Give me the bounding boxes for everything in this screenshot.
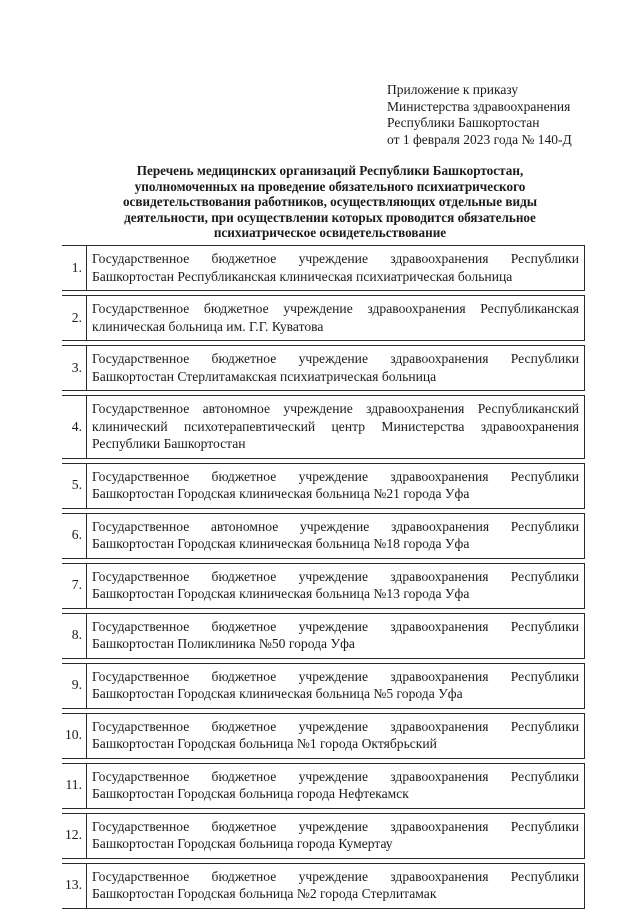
organization-name: Государственное бюджетное учреждение здравоохранения Республиканская клиническая больница им. Г.Г. Куватова xyxy=(87,296,585,341)
table-row xyxy=(62,663,585,708)
row-number: 2. xyxy=(62,296,87,341)
title-line: уполномоченных на проведение обязательного психиатрического xyxy=(134,178,526,194)
row-number: 10. xyxy=(62,713,87,758)
table-row xyxy=(62,246,585,291)
row-number: 13. xyxy=(62,863,87,908)
row-number: 3. xyxy=(62,346,87,391)
organization-name: Государственное бюджетное учреждение здравоохранения Республики Башкортостан Республиканская клиническая психиатрическая больница xyxy=(87,246,585,291)
title-line: освидетельствования работников, осуществляющих отдельные виды xyxy=(122,194,538,210)
table-row xyxy=(62,813,585,858)
organization-name: Государственное автономное учреждение здравоохранения Республики Башкортостан Городская клиническая больница №18 города Уфа xyxy=(87,513,585,558)
table-row xyxy=(62,296,585,341)
table-row xyxy=(62,513,585,558)
row-number: 12. xyxy=(62,813,87,858)
organization-name: Государственное бюджетное учреждение здравоохранения Республики Башкортостан Городская клиническая больница №21 города Уфа xyxy=(87,463,585,508)
table-row xyxy=(62,863,585,908)
organizations-table xyxy=(62,245,585,909)
table-row xyxy=(62,563,585,608)
organization-name: Государственное автономное учреждение здравоохранения Республиканский клинический психотерапевтический центр Министерства здравоохранения Республики Башкортостан xyxy=(87,396,585,459)
table-row xyxy=(62,396,585,459)
organization-name: Государственное бюджетное учреждение здравоохранения Республики Башкортостан Городская больница №2 города Стерлитамак xyxy=(87,863,585,908)
appendix-header xyxy=(387,82,572,148)
table-row xyxy=(62,346,585,391)
organization-name: Государственное бюджетное учреждение здравоохранения Республики Башкортостан Городская больница города Кумертау xyxy=(87,813,585,858)
row-number: 1. xyxy=(62,246,87,291)
appendix-line: Республики Башкортостан xyxy=(387,115,540,130)
table-row xyxy=(62,613,585,658)
appendix-line: от 1 февраля 2023 года № 140-Д xyxy=(387,131,572,147)
row-number: 11. xyxy=(62,763,87,808)
title-line: психиатрическое освидетельствование xyxy=(213,225,447,241)
row-number: 6. xyxy=(62,513,87,558)
organization-name: Государственное бюджетное учреждение здравоохранения Республики Башкортостан Стерлитамакская психиатрическая больница xyxy=(87,346,585,391)
title-line: деятельности, при осуществлении которых проводится обязательное xyxy=(124,209,536,225)
row-number: 8. xyxy=(62,613,87,658)
appendix-line: Приложение к приказу xyxy=(387,82,519,97)
document-title xyxy=(60,163,600,241)
title-line: Перечень медицинских организаций Республики Башкортостан, xyxy=(136,163,524,178)
row-number: 9. xyxy=(62,663,87,708)
organization-name: Государственное бюджетное учреждение здравоохранения Республики Башкортостан Городская больница города Нефтекамск xyxy=(87,763,585,808)
table-row xyxy=(62,463,585,508)
table-row xyxy=(62,713,585,758)
organization-name: Государственное бюджетное учреждение здравоохранения Республики Башкортостан Городская клиническая больница №5 города Уфа xyxy=(87,663,585,708)
organization-name: Государственное бюджетное учреждение здравоохранения Республики Башкортостан Поликлиника №50 города Уфа xyxy=(87,613,585,658)
appendix-line: Министерства здравоохранения xyxy=(387,98,571,114)
organization-name: Государственное бюджетное учреждение здравоохранения Республики Башкортостан Городская больница №1 города Октябрьский xyxy=(87,713,585,758)
table-row xyxy=(62,763,585,808)
row-number: 7. xyxy=(62,563,87,608)
row-number: 5. xyxy=(62,463,87,508)
row-number: 4. xyxy=(62,396,87,459)
organization-name: Государственное бюджетное учреждение здравоохранения Республики Башкортостан Городская клиническая больница №13 города Уфа xyxy=(87,563,585,608)
